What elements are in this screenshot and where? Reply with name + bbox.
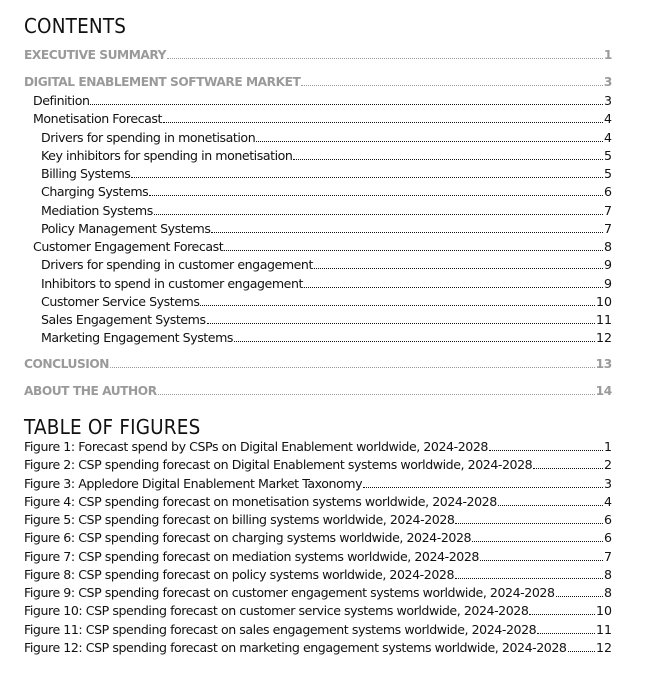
figure-entry-page: 6 (603, 530, 612, 546)
figure-entry[interactable] (24, 603, 612, 621)
leader-dots (533, 467, 603, 469)
toc-entry[interactable] (24, 221, 612, 239)
toc-entry-label: Policy Management Systems (41, 221, 211, 236)
toc-entry[interactable] (24, 276, 612, 294)
toc-entry-label: Drivers for spending in customer engagement (41, 257, 313, 272)
toc-entry-page: 5 (603, 148, 612, 163)
toc-entry[interactable] (24, 330, 612, 348)
figure-entry[interactable] (24, 457, 612, 475)
toc-entry-page: 10 (595, 294, 612, 309)
toc-entry-page: 11 (595, 312, 612, 327)
leader-dots (158, 393, 595, 395)
figure-entry[interactable] (24, 567, 612, 585)
leader-dots (211, 231, 603, 233)
figure-entry[interactable] (24, 512, 612, 530)
leader-dots (301, 84, 602, 86)
figure-entry[interactable] (24, 640, 612, 658)
toc-entry[interactable] (24, 148, 612, 166)
figure-entry[interactable] (24, 549, 612, 567)
figure-entry[interactable] (24, 494, 612, 512)
table-of-figures-heading: TABLE OF FIGURES (24, 415, 201, 439)
toc-entry-label: Billing Systems (41, 166, 131, 181)
figure-entry[interactable] (24, 439, 612, 457)
figure-entry-page: 10 (595, 603, 612, 619)
toc-entry-label: Drivers for spending in monetisation (41, 130, 256, 145)
figure-entry-label: Figure 10: CSP spending forecast on customer service systems worldwide, 2024-2028 (24, 603, 529, 619)
leader-dots (90, 103, 603, 105)
leader-dots (498, 504, 603, 506)
figure-entry-page: 7 (603, 548, 612, 564)
toc-entry-page: 3 (603, 93, 612, 108)
toc-entry[interactable] (24, 111, 612, 129)
toc-entry[interactable] (24, 257, 612, 275)
toc-entry[interactable] (24, 130, 612, 148)
toc-entry[interactable] (24, 184, 612, 202)
toc-entry-page: 9 (603, 276, 612, 291)
leader-dots (167, 57, 603, 59)
leader-dots (529, 613, 595, 615)
figure-entry-page: 8 (603, 566, 612, 582)
toc-entry-label: Marketing Engagement Systems (41, 330, 234, 345)
figure-entry-label: Figure 8: CSP spending forecast on policy systems worldwide, 2024-2028 (24, 566, 455, 582)
toc-entry[interactable] (24, 294, 612, 312)
leader-dots (200, 304, 595, 306)
leader-dots (154, 213, 603, 215)
toc-entry-label: ABOUT THE AUTHOR (24, 384, 157, 398)
figure-entry-page: 11 (595, 621, 612, 637)
leader-dots (149, 194, 603, 196)
leader-dots (256, 140, 603, 142)
toc-entry[interactable] (24, 166, 612, 184)
figure-entry-page: 4 (603, 493, 612, 509)
toc-entry[interactable] (24, 48, 612, 66)
leader-dots (455, 522, 603, 524)
toc-entry-page: 9 (603, 257, 612, 272)
figure-entry-label: Figure 7: CSP spending forecast on mediation systems worldwide, 2024-2028 (24, 548, 479, 564)
toc-entry-page: 5 (603, 166, 612, 181)
toc-entry-label: Key inhibitors for spending in monetisation (41, 148, 293, 163)
figure-entry[interactable] (24, 622, 612, 640)
leader-dots (480, 559, 603, 561)
leader-dots (304, 286, 603, 288)
toc-entry-page: 6 (603, 184, 612, 199)
toc-entry-page: 4 (603, 130, 612, 145)
toc-entry-page: 14 (595, 384, 612, 398)
toc-entry[interactable] (24, 239, 612, 257)
figure-entry-label: Figure 12: CSP spending forecast on marketing engagement systems worldwide, 2024-2028 (24, 639, 567, 655)
toc-entry-label: CONCLUSION (24, 357, 110, 371)
toc-entry-page: 13 (595, 357, 612, 371)
figure-entry-label: Figure 1: Forecast spend by CSPs on Digital Enablement worldwide, 2024-2028 (24, 439, 488, 454)
toc-entry[interactable] (24, 93, 612, 111)
figure-entry[interactable] (24, 585, 612, 603)
toc-entry-page: 3 (603, 75, 612, 89)
toc-entry-label: Monetisation Forecast (33, 111, 162, 126)
leader-dots (314, 267, 603, 269)
figure-entry-page: 6 (603, 512, 612, 527)
figure-entry-page: 1 (603, 439, 612, 454)
toc-entry-page: 1 (603, 48, 612, 62)
leader-dots (489, 449, 603, 451)
figure-entry[interactable] (24, 476, 612, 494)
toc-entry[interactable] (24, 384, 612, 402)
figure-entry-page: 12 (595, 639, 612, 655)
figure-entry-page: 2 (603, 457, 612, 473)
figure-entry-label: Figure 3: Appledore Digital Enablement Market Taxonomy (24, 475, 363, 491)
figure-entry-label: Figure 6: CSP spending forecast on charging systems worldwide, 2024-2028 (24, 530, 472, 546)
toc-entry-page: 12 (595, 330, 612, 345)
leader-dots (224, 249, 603, 251)
toc-entry-label: Customer Service Systems (41, 294, 200, 309)
leader-dots (556, 595, 603, 597)
toc-entry-page: 7 (603, 221, 612, 236)
figure-entry-label: Figure 9: CSP spending forecast on customer engagement systems worldwide, 2024-2028 (24, 585, 555, 600)
figure-entry-page: 3 (603, 475, 612, 491)
leader-dots (568, 650, 595, 652)
toc-entry-page: 4 (603, 111, 612, 126)
leader-dots (472, 540, 603, 542)
toc-entry-label: Sales Engagement Systems (41, 312, 206, 327)
leader-dots (234, 340, 595, 342)
figure-entry-label: Figure 5: CSP spending forecast on billing systems worldwide, 2024-2028 (24, 512, 455, 527)
figure-entry-label: Figure 4: CSP spending forecast on monetisation systems worldwide, 2024-2028 (24, 493, 497, 509)
leader-dots (163, 121, 603, 123)
toc-entry-page: 8 (603, 239, 612, 254)
toc-entry-label: Mediation Systems (41, 203, 153, 218)
figure-entry-label: Figure 2: CSP spending forecast on Digital Enablement systems worldwide, 2024-2028 (24, 457, 533, 473)
leader-dots (131, 176, 603, 178)
leader-dots (293, 158, 603, 160)
figure-entry[interactable] (24, 530, 612, 548)
figure-entry-page: 8 (603, 585, 612, 600)
toc-entry[interactable] (24, 312, 612, 330)
toc-entry-label: Customer Engagement Forecast (33, 239, 224, 254)
toc-entry[interactable] (24, 357, 612, 375)
leader-dots (537, 632, 595, 634)
leader-dots (110, 366, 595, 368)
leader-dots (207, 322, 595, 324)
toc-entry-page: 7 (603, 203, 612, 218)
toc-entry-label: Inhibitors to spend in customer engagement (41, 276, 303, 291)
toc-entry-label: Definition (33, 93, 90, 108)
figure-entry-label: Figure 11: CSP spending forecast on sales engagement systems worldwide, 2024-2028 (24, 621, 537, 637)
toc-entry-label: EXECUTIVE SUMMARY (24, 48, 166, 62)
toc-entry[interactable] (24, 75, 612, 93)
contents-heading: CONTENTS (24, 14, 127, 38)
toc-entry[interactable] (24, 203, 612, 221)
toc-entry-label: Charging Systems (41, 184, 149, 199)
leader-dots (363, 486, 603, 488)
toc-entry-label: DIGITAL ENABLEMENT SOFTWARE MARKET (24, 75, 301, 89)
leader-dots (455, 577, 603, 579)
